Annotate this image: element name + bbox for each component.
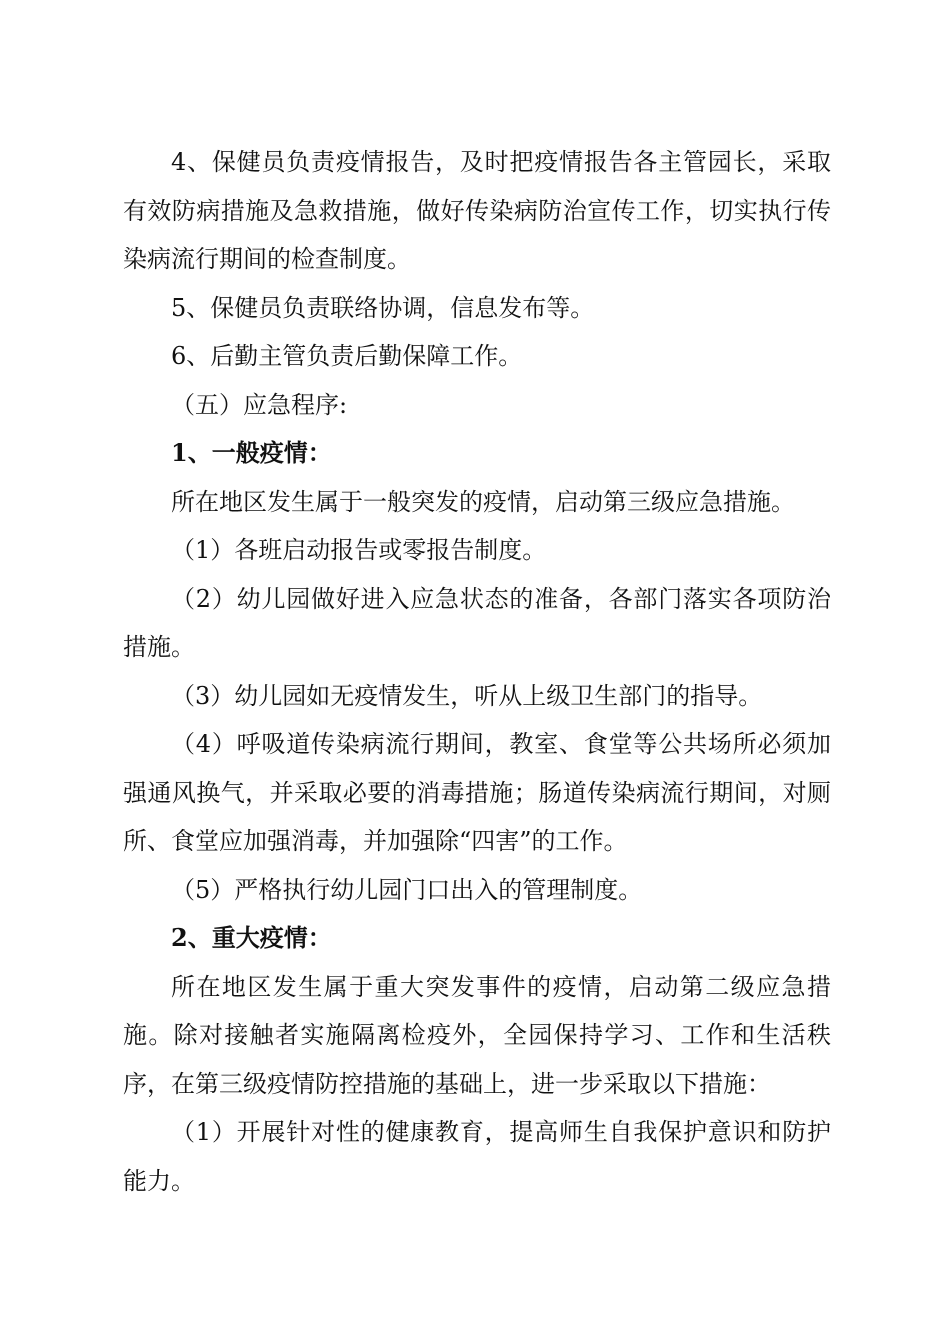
document-body (123, 138, 831, 1205)
subheading-general-epidemic: 1、一般疫情： (171, 438, 332, 467)
paragraph-general-item-3: （3）幼儿园如无疫情发生，听从上级卫生部门的指导。 (171, 681, 763, 710)
subheading-major-epidemic: 2、重大疫情： (171, 923, 332, 952)
paragraph-general-intro: 所在地区发生属于一般突发的疫情，启动第三级应急措施。 (171, 487, 795, 516)
paragraph-major-intro: 所在地区发生属于重大突发事件的疫情，启动第二级应急措施。除对接触者实施隔离检疫外，全园保持学习、工作和生活秩序，在第三级疫情防控措施的基础上，进一步采取以下措施： (123, 972, 831, 1098)
paragraph-general-item-1: （1）各班启动报告或零报告制度。 (171, 536, 547, 564)
paragraph-major-item-1: （1）开展针对性的健康教育，提高师生自我保护意识和防护能力。 (123, 1118, 831, 1195)
section-heading-emergency-procedure: （五）应急程序: (171, 390, 348, 419)
paragraph-general-item-5: （5）严格执行幼儿园门口出入的管理制度。 (171, 875, 643, 904)
paragraph-general-item-4: （4）呼吸道传染病流行期间，教室、食堂等公共场所必须加强通风换气，并采取必要的消毒措施；肠道传染病流行期间，对厕所、食堂应加强消毒，并加强除“四害”的工作。 (123, 730, 831, 855)
paragraph-duty-4: 4、保健员负责疫情报告，及时把疫情报告各主管园长，采取有效防病措施及急救措施，做好传染病防治宣传工作，切实执行传染病流行期间的检查制度。 (123, 148, 831, 273)
paragraph-duty-5: 5、保健员负责联络协调，信息发布等。 (171, 293, 595, 322)
paragraph-general-item-2: （2）幼儿园做好进入应急状态的准备，各部门落实各项防治措施。 (123, 584, 831, 661)
paragraph-duty-6: 6、后勤主管负责后勤保障工作。 (171, 342, 523, 370)
